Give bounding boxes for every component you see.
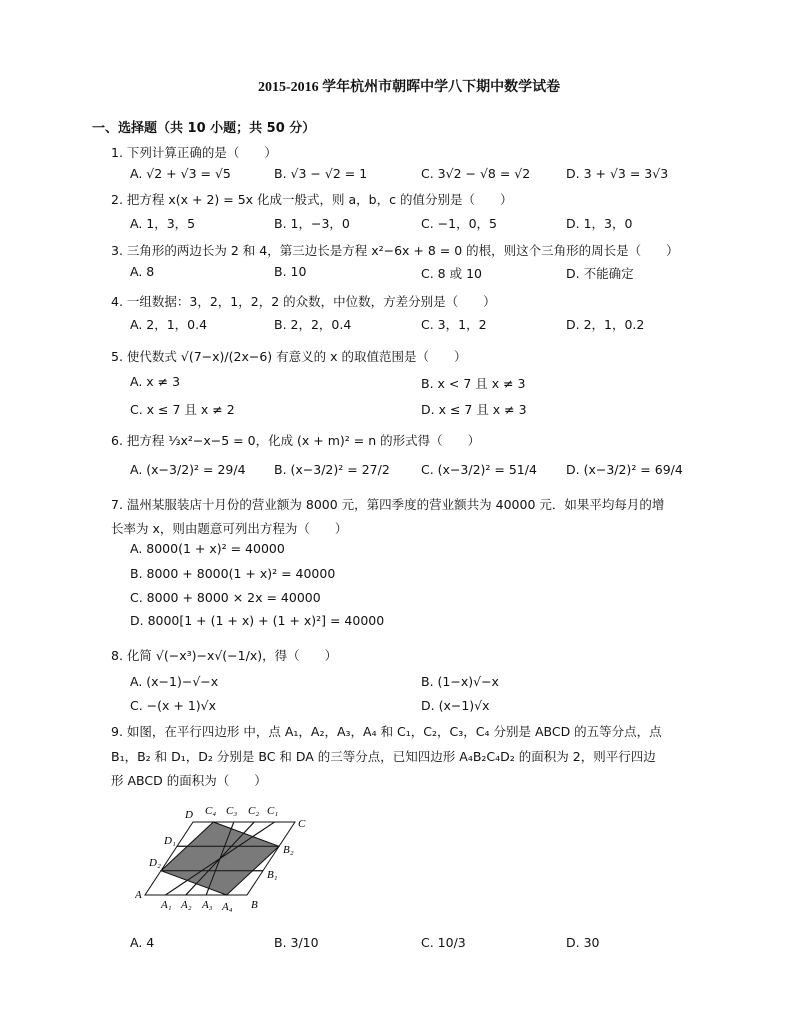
q4-option-c[interactable]: C. 3，1，2 — [421, 317, 487, 332]
label-A: A — [135, 889, 142, 901]
q5-option-d[interactable]: D. x ≤ 7 且 x ≠ 3 — [421, 402, 527, 417]
q8-option-a[interactable]: A. (x−1)−√−x — [130, 674, 219, 689]
label-D1: D₁ — [164, 835, 176, 847]
q6-option-b[interactable]: B. (x−3/2)² = 27/2 — [274, 462, 390, 477]
question-3-stem: 3. 三角形的两边长为 2 和 4，第三边长是方程 x²−6x + 8 = 0 的根，则这个三角形的周长是（ ） — [111, 243, 679, 258]
q2-option-a[interactable]: A. 1，3，5 — [130, 216, 196, 231]
question-1-stem: 1. 下列计算正确的是（ ） — [111, 145, 277, 160]
question-2-stem: 2. 把方程 x(x + 2) = 5x 化成一般式，则 a，b，c 的值分别是（ ） — [111, 192, 513, 207]
q4-option-d[interactable]: D. 2，1，0.2 — [566, 317, 645, 332]
question-9-stem: 9. 如图，在平行四边形 中，点 A₁，A₂，A₃，A₄ 和 C₁，C₂，C₃，C₄ 分别是 ABCD 的五等分点，点 — [111, 724, 662, 739]
q4-option-a[interactable]: A. 2，1，0.4 — [130, 317, 208, 332]
label-A1: A₁ — [161, 899, 172, 911]
question-6-stem: 6. 把方程 ⅓x²−x−5 = 0，化成 (x + m)² = n 的形式得（ ） — [111, 433, 481, 448]
q9-option-d[interactable]: D. 30 — [566, 935, 600, 950]
section-heading-choice: 一、选择题（共 10 小题；共 50 分） — [92, 121, 316, 136]
label-D: D — [185, 809, 193, 821]
q6-option-c[interactable]: C. (x−3/2)² = 51/4 — [421, 462, 537, 477]
label-C4: C₄ — [205, 805, 217, 817]
q1-option-c[interactable]: C. 3√2 − √8 = √2 — [421, 166, 531, 181]
q7-option-d[interactable]: D. 8000[1 + (1 + x) + (1 + x)²] = 40000 — [130, 613, 385, 628]
question-7-stem: 7. 温州某服装店十月份的营业额为 8000 元，第四季度的营业额共为 40000 元．如果平均每月的增 — [111, 497, 665, 512]
label-C3: C₃ — [226, 805, 238, 817]
q3-option-c[interactable]: C. 8 或 10 — [421, 266, 482, 281]
q4-option-b[interactable]: B. 2，2，0.4 — [274, 317, 352, 332]
q6-option-d[interactable]: D. (x−3/2)² = 69/4 — [566, 462, 683, 477]
question-7-stem-line2: 长率为 x，则由题意可列出方程为（ ） — [111, 521, 348, 536]
question-9-stem-line3: 形 ABCD 的面积为（ ） — [111, 773, 267, 788]
q6-option-a[interactable]: A. (x−3/2)² = 29/4 — [130, 462, 246, 477]
label-B1: B₁ — [267, 869, 278, 881]
label-B: B — [251, 899, 258, 911]
label-B2: B₂ — [283, 844, 294, 856]
question-5-stem: 5. 使代数式 √(7−x)/(2x−6) 有意义的 x 的取值范围是（ ） — [111, 349, 467, 364]
label-C2: C₂ — [248, 805, 260, 817]
q8-option-b[interactable]: B. (1−x)√−x — [421, 674, 499, 689]
q5-option-b[interactable]: B. x < 7 且 x ≠ 3 — [421, 376, 526, 391]
label-C1: C₁ — [267, 805, 279, 817]
q2-option-c[interactable]: C. −1，0，5 — [421, 216, 498, 231]
label-C: C — [298, 818, 306, 830]
q7-option-a[interactable]: A. 8000(1 + x)² = 40000 — [130, 541, 285, 556]
label-A3: A₃ — [202, 899, 213, 911]
q7-option-c[interactable]: C. 8000 + 8000 × 2x = 40000 — [130, 590, 321, 605]
q5-option-c[interactable]: C. x ≤ 7 且 x ≠ 2 — [130, 402, 235, 417]
label-A2: A₂ — [181, 899, 192, 911]
q1-option-b[interactable]: B. √3 − √2 = 1 — [274, 166, 368, 181]
question-9-stem-line2: B₁，B₂ 和 D₁，D₂ 分别是 BC 和 DA 的三等分点，已知四边形 A₄B₂C₄D₂ 的面积为 2，则平行四边 — [111, 749, 656, 764]
q5-option-a[interactable]: A. x ≠ 3 — [130, 374, 181, 389]
parallelogram-figure — [135, 800, 325, 915]
q3-option-a[interactable]: A. 8 — [130, 264, 155, 279]
q9-option-b[interactable]: B. 3/10 — [274, 935, 319, 950]
q1-option-d[interactable]: D. 3 + √3 = 3√3 — [566, 166, 669, 181]
q2-option-d[interactable]: D. 1，3，0 — [566, 216, 633, 231]
q2-option-b[interactable]: B. 1，−3，0 — [274, 216, 350, 231]
q8-option-c[interactable]: C. −(x + 1)√x — [130, 698, 217, 713]
q9-option-c[interactable]: C. 10/3 — [421, 935, 466, 950]
label-D2: D₂ — [149, 857, 161, 869]
q7-option-b[interactable]: B. 8000 + 8000(1 + x)² = 40000 — [130, 566, 336, 581]
question-4-stem: 4. 一组数据：3，2，1，2，2 的众数，中位数，方差分别是（ ） — [111, 294, 496, 309]
label-A4: A₄ — [222, 901, 233, 913]
q8-option-d[interactable]: D. (x−1)√x — [421, 698, 490, 713]
exam-title: 2015-2016 学年杭州市朝晖中学八下期中数学试卷 — [258, 80, 561, 95]
q3-option-b[interactable]: B. 10 — [274, 264, 307, 279]
q9-option-a[interactable]: A. 4 — [130, 935, 155, 950]
q1-option-a[interactable]: A. √2 + √3 = √5 — [130, 166, 231, 181]
q3-option-d[interactable]: D. 不能确定 — [566, 266, 634, 281]
question-8-stem: 8. 化简 √(−x³)−x√(−1/x)，得（ ） — [111, 648, 338, 663]
